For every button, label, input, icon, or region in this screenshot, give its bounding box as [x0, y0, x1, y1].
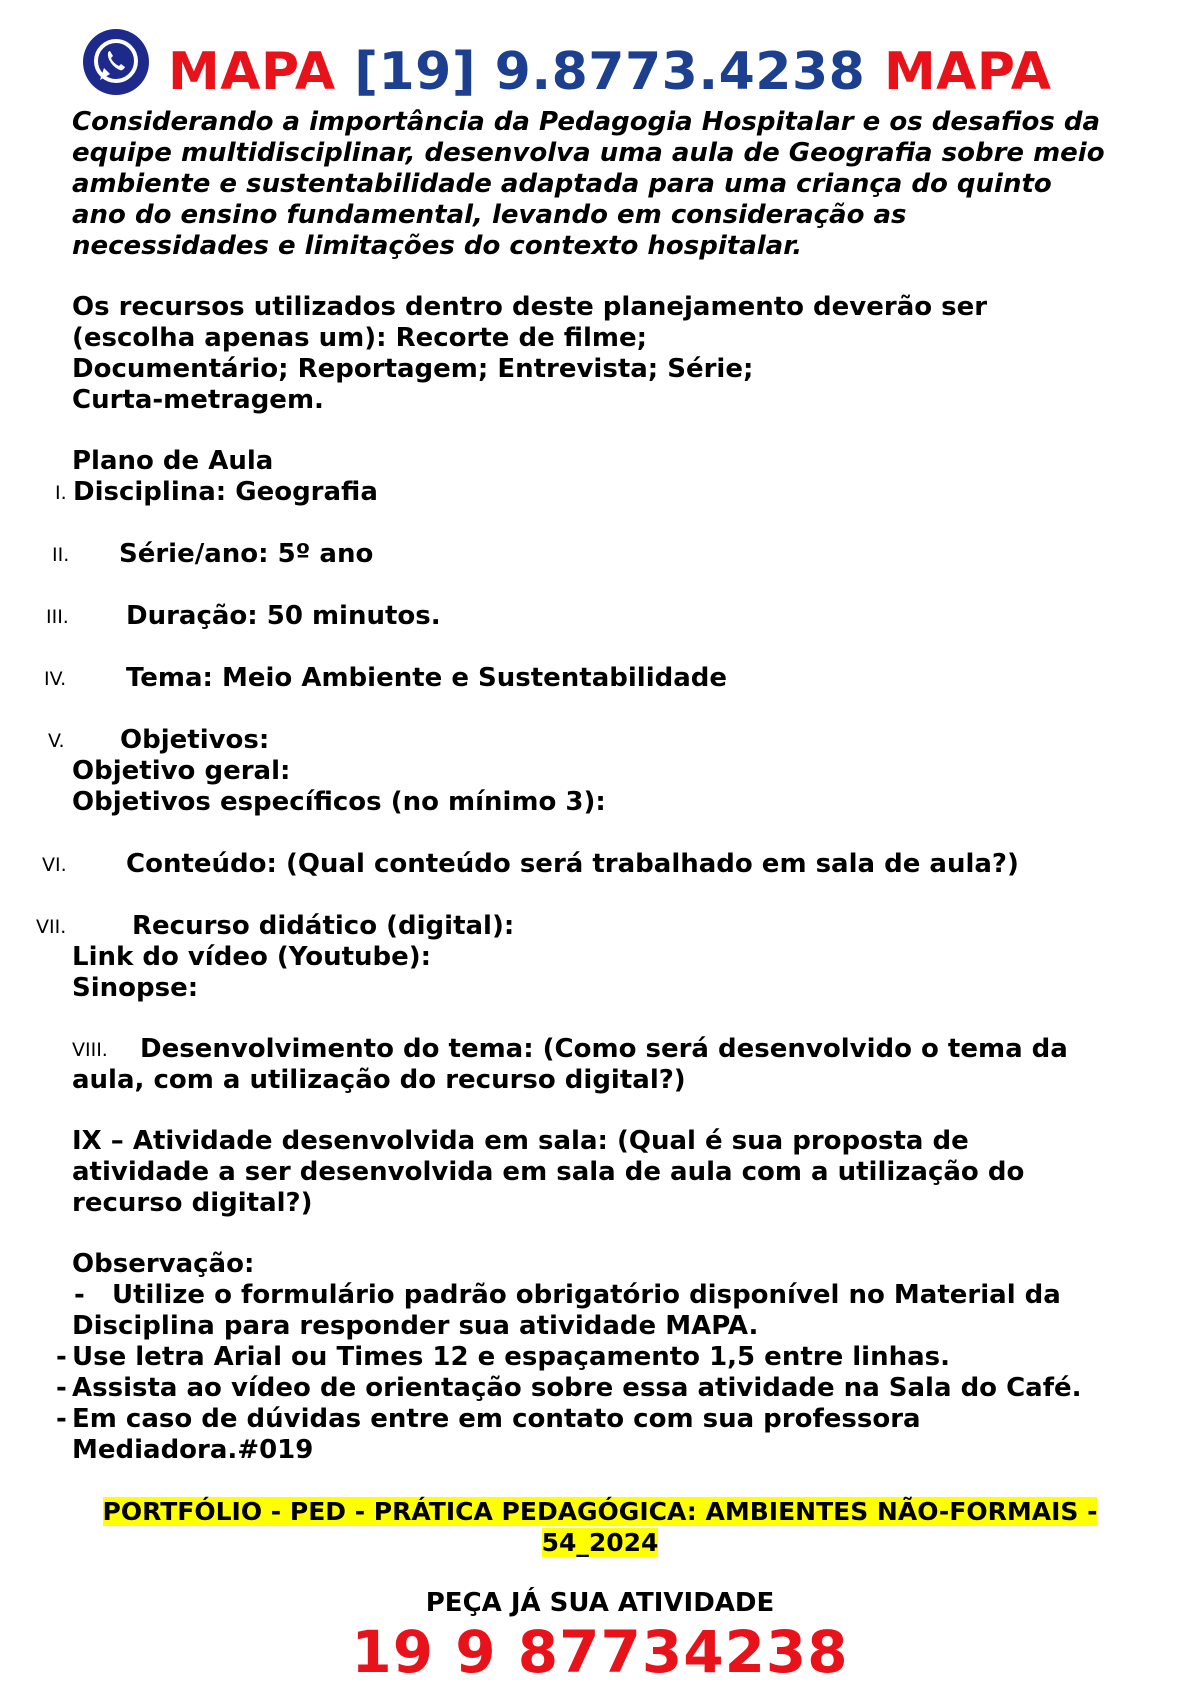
item-number: IV. — [44, 668, 67, 690]
sinopse: Sinopse: — [72, 973, 199, 1003]
observacao-cont: Mediadora.#019 — [72, 1435, 314, 1465]
item-text: Conteúdo: (Qual conteúdo será trabalhado em sala de aula?) — [126, 849, 1019, 879]
bullet-dash: - — [74, 1280, 85, 1310]
header-word-right: MAPA — [883, 42, 1052, 102]
item-number: VII. — [36, 916, 67, 938]
intro-line: necessidades e limitações do contexto hospitalar. — [72, 231, 803, 261]
plan-title: Plano de Aula — [72, 446, 274, 476]
item-text-cont: aula, com a utilização do recurso digital?) — [72, 1065, 686, 1095]
header-title — [168, 40, 1188, 104]
bullet-dash: - — [56, 1373, 67, 1403]
item-text: Desenvolvimento do tema: (Como será desenvolvido o tema da — [140, 1034, 1068, 1064]
portfolio-line-1: PORTFÓLIO - PED - PRÁTICA PEDAGÓGICA: AMBIENTES NÃO-FORMAIS - — [102, 1497, 1098, 1526]
intro-line: Considerando a importância da Pedagogia Hospitalar e os desafios da — [72, 107, 1101, 137]
item-text: Disciplina: Geografia — [73, 477, 378, 507]
footer-phone: 19 9 87734238 — [351, 1618, 849, 1686]
item-number: III. — [46, 606, 69, 628]
resources-line: Curta-metragem. — [72, 385, 324, 415]
objetivo-geral: Objetivo geral: — [72, 756, 291, 786]
observacao-cont: Disciplina para responder sua atividade MAPA. — [72, 1311, 759, 1341]
observacao-line: Utilize o formulário padrão obrigatório disponível no Material da — [112, 1280, 1061, 1310]
intro-line: ambiente e sustentabilidade adaptada para uma criança do quinto — [72, 169, 1052, 199]
resources-line: Os recursos utilizados dentro deste planejamento deverão ser — [72, 292, 988, 322]
observacao-title: Observação: — [72, 1249, 255, 1279]
observacao-line: Assista ao vídeo de orientação sobre essa atividade na Sala do Café. — [72, 1373, 1082, 1403]
item-number: VI. — [42, 854, 67, 876]
portfolio-block-2 — [0, 1527, 1200, 1558]
item-number: II. — [52, 544, 70, 566]
item-number: VIII. — [72, 1039, 108, 1061]
link-video: Link do vídeo (Youtube): — [72, 942, 432, 972]
item-number: I. — [55, 482, 67, 504]
item-text: Série/ano: 5º ano — [119, 539, 374, 569]
header-phone: [19] 9.8773.4238 — [354, 42, 866, 102]
whatsapp-icon — [82, 28, 150, 96]
item-text: Objetivos: — [120, 725, 270, 755]
item-9-line: recurso digital?) — [72, 1188, 313, 1218]
intro-line: ano do ensino fundamental, levando em consideração as — [72, 200, 907, 230]
item-text: Duração: 50 minutos. — [126, 601, 441, 631]
resources-line: Documentário; Reportagem; Entrevista; Série; — [72, 354, 754, 384]
resources-line: (escolha apenas um): Recorte de filme; — [72, 323, 648, 353]
bullet-dash: - — [56, 1404, 67, 1434]
observacao-line: Em caso de dúvidas entre em contato com sua professora — [72, 1404, 921, 1434]
item-text: Recurso didático (digital): — [132, 911, 515, 941]
item-9-line: atividade a ser desenvolvida em sala de aula com a utilização do — [72, 1157, 1025, 1187]
item-9-line: IX – Atividade desenvolvida em sala: (Qual é sua proposta de — [72, 1126, 969, 1156]
observacao-line: Use letra Arial ou Times 12 e espaçamento 1,5 entre linhas. — [72, 1342, 951, 1372]
intro-line: equipe multidisciplinar, desenvolva uma aula de Geografia sobre meio — [72, 138, 1105, 168]
objetivos-especificos: Objetivos específicos (no mínimo 3): — [72, 787, 606, 817]
cta-text: PEÇA JÁ SUA ATIVIDADE — [425, 1588, 775, 1618]
item-text: Tema: Meio Ambiente e Sustentabilidade — [126, 663, 728, 693]
portfolio-block — [0, 1496, 1200, 1527]
item-number: V. — [48, 730, 65, 752]
bullet-dash: - — [56, 1342, 67, 1372]
portfolio-line-2: 54_2024 — [541, 1528, 659, 1557]
header-word-left: MAPA — [168, 42, 336, 102]
